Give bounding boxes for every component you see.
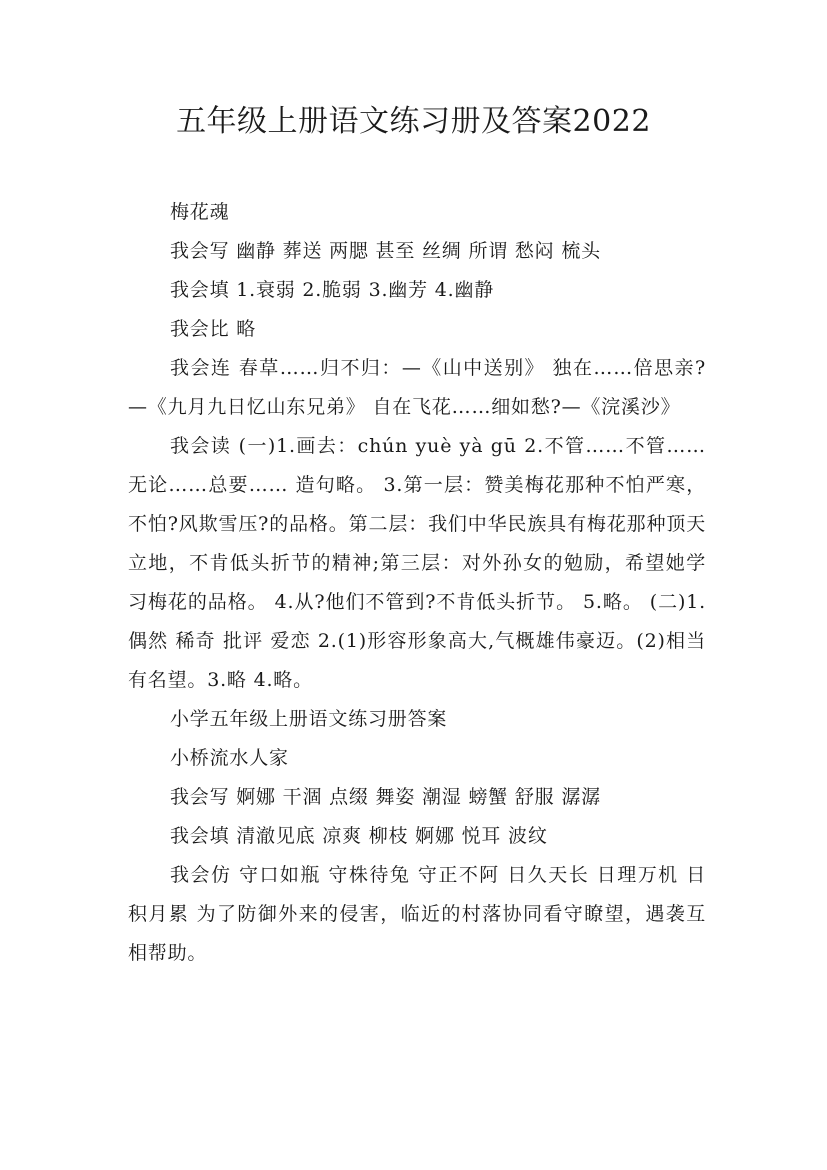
section-heading-xiaoqiao: 小桥流水人家 [170,747,289,769]
answer-paragraph: 我会比 略 [170,318,257,340]
answer-paragraph: 我会写 婀娜 干涸 点缀 舞姿 潮湿 螃蟹 舒服 潺潺 [170,786,601,808]
answer-paragraph: 我会仿 守口如瓶 守株待兔 守正不阿 日久天长 日理万机 日积月累 为了防御外来的侵害，临近的村落协同看守瞭望，遇袭互相帮助。 [128,864,706,964]
section-heading: 小学五年级上册语文练习册答案 [170,708,448,730]
answer-paragraph: 我会填 1.衰弱 2.脆弱 3.幽芳 4.幽静 [170,279,495,301]
document-title: 五年级上册语文练习册及答案2022 [176,104,651,139]
section-heading-meihuahun: 梅花魂 [170,201,230,223]
document-body [128,193,706,973]
answer-paragraph: 我会写 幽静 葬送 两腮 甚至 丝绸 所谓 愁闷 梳头 [170,240,601,262]
answer-paragraph: 我会读 (一)1.画去：chún yuè yà gū 2.不管……不管…… 无论……总要…… 造句略。 3.第一层：赞美梅花那种不怕严寒，不怕?风欺雪压?的品格。第二层：我们中华民族具有梅花那种顶天立地，不肯低头折节的精神;第三层：对外孙女的勉励，希望她学习梅花的品格。 4.从?他们不管到?不肯低头折节。 5.略。 (二)1.偶然 稀奇 批评 爱恋 2.(1)形容形象高大,气概雄伟豪迈。(2)相当有名望。3.略 4.略。 [128,435,706,691]
answer-paragraph: 我会填 清澈见底 凉爽 柳枝 婀娜 悦耳 波纹 [170,825,548,847]
answer-paragraph: 我会连 春草……归不归：—《山中送别》 独在……倍思亲?—《九月九日忆山东兄弟》 自在飞花……细如愁?—《浣溪沙》 [128,357,706,418]
